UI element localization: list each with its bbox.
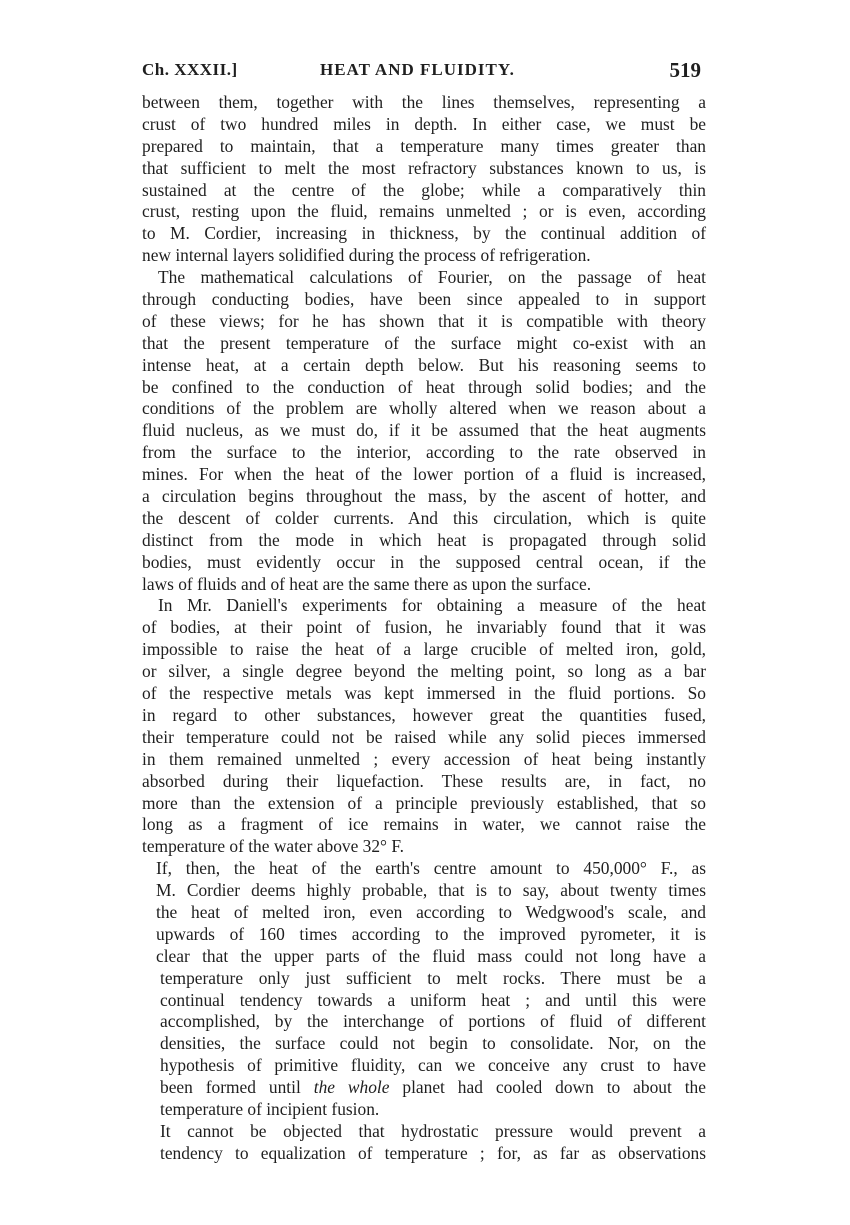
text-line: more than the extension of a principle previously established, that so (142, 792, 706, 813)
running-title: HEAT AND FLUIDITY. (320, 60, 515, 79)
page-number: 519 (669, 58, 701, 82)
text-line: the heat of melted iron, even according to Wedgwood's scale, and (156, 901, 706, 922)
paragraph-first-line: If, then, the heat of the earth's centre amount to 450,000° F., as (156, 858, 706, 879)
text-line: impossible to raise the heat of a large crucible of melted iron, gold, (142, 639, 706, 660)
italic-phrase: the whole (313, 1077, 390, 1098)
text-line: prepared to maintain, that a temperature many times greater than (142, 135, 706, 156)
text-line: distinct from the mode in which heat is propagated through solid (142, 529, 706, 550)
text-line: densities, the surface could not begin to consolidate. Nor, on the (160, 1033, 706, 1054)
body-text (142, 92, 706, 1165)
text-line: from the surface to the interior, according to the rate observed in (142, 442, 706, 463)
text-line: continual tendency towards a uniform heat ; and until this were (160, 989, 706, 1010)
text-line: tendency to equalization of temperature ; for, as far as observations (160, 1142, 706, 1163)
text-line: conditions of the problem are wholly altered when we reason about a (142, 398, 706, 419)
text-line: through conducting bodies, have been since appealed to in support (142, 289, 706, 310)
text-line: temperature of the water above 32° F. (142, 836, 404, 857)
text-line: of the respective metals was kept immersed in the fluid portions. So (142, 683, 706, 704)
text-line: crust, resting upon the fluid, remains unmelted ; or is even, according (142, 201, 706, 222)
running-head (142, 60, 707, 86)
text-line: the descent of colder currents. And this circulation, which is quite (142, 507, 706, 528)
text-line: fluid nucleus, as we must do, if it be assumed that the heat augments (142, 420, 706, 441)
text-line-with-italic (142, 1077, 706, 1099)
text-line: or silver, a single degree beyond the melting point, so long as a bar (142, 661, 706, 682)
text-line: long as a fragment of ice remains in water, we cannot raise the (142, 814, 706, 835)
text-line: upwards of 160 times according to the improved pyrometer, it is (156, 923, 706, 944)
paragraph-first-line: It cannot be objected that hydrostatic pressure would prevent a (160, 1120, 706, 1141)
text-line: of bodies, at their point of fusion, he invariably found that it was (142, 617, 706, 638)
text-line: new internal layers solidified during the process of refrigeration. (142, 245, 591, 266)
text-line: accomplished, by the interchange of portions of fluid of different (160, 1011, 706, 1032)
text-line: laws of fluids and of heat are the same there as upon the surface. (142, 573, 592, 594)
text-segment: planet had cooled down to about the (402, 1077, 706, 1098)
text-line: bodies, must evidently occur in the supposed central ocean, if the (142, 551, 706, 572)
text-line: in regard to other substances, however great the quantities fused, (142, 704, 706, 725)
text-line: their temperature could not be raised while any solid pieces immersed (142, 726, 706, 747)
text-line: temperature only just sufficient to melt rocks. There must be a (160, 967, 706, 988)
paragraph-first-line: The mathematical calculations of Fourier, on the passage of heat (158, 267, 706, 288)
text-line: to M. Cordier, increasing in thickness, by the continual addition of (142, 223, 706, 244)
text-line: crust of two hundred miles in depth. In either case, we must be (142, 113, 706, 134)
paragraph-first-line: In Mr. Daniell's experiments for obtaining a measure of the heat (158, 595, 706, 616)
text-line: sustained at the centre of the globe; while a comparatively thin (142, 179, 706, 200)
chapter-label: Ch. XXXII.] (142, 60, 238, 79)
text-line: mines. For when the heat of the lower portion of a fluid is increased, (142, 464, 706, 485)
text-line: a circulation begins throughout the mass, by the ascent of hotter, and (142, 486, 706, 507)
text-line: absorbed during their liquefaction. These results are, in fact, no (142, 770, 706, 791)
text-line: intense heat, at a certain depth below. But his reasoning seems to (142, 354, 706, 375)
text-line: temperature of incipient fusion. (160, 1098, 380, 1119)
text-line: clear that the upper parts of the fluid mass could not long have a (156, 945, 706, 966)
text-line: in them remained unmelted ; every accession of heat being instantly (142, 748, 706, 769)
text-segment: been formed until (160, 1077, 301, 1098)
text-line: M. Cordier deems highly probable, that is to say, about twenty times (156, 880, 706, 901)
text-line: of these views; for he has shown that it is compatible with theory (142, 310, 706, 331)
text-line: be confined to the conduction of heat through solid bodies; and the (142, 376, 706, 397)
text-line: between them, together with the lines themselves, representing a (142, 92, 706, 112)
text-line: that the present temperature of the surface might co-exist with an (142, 332, 706, 353)
text-line: that sufficient to melt the most refractory substances known to us, is (142, 157, 706, 178)
text-line: hypothesis of primitive fluidity, can we conceive any crust to have (160, 1055, 706, 1076)
